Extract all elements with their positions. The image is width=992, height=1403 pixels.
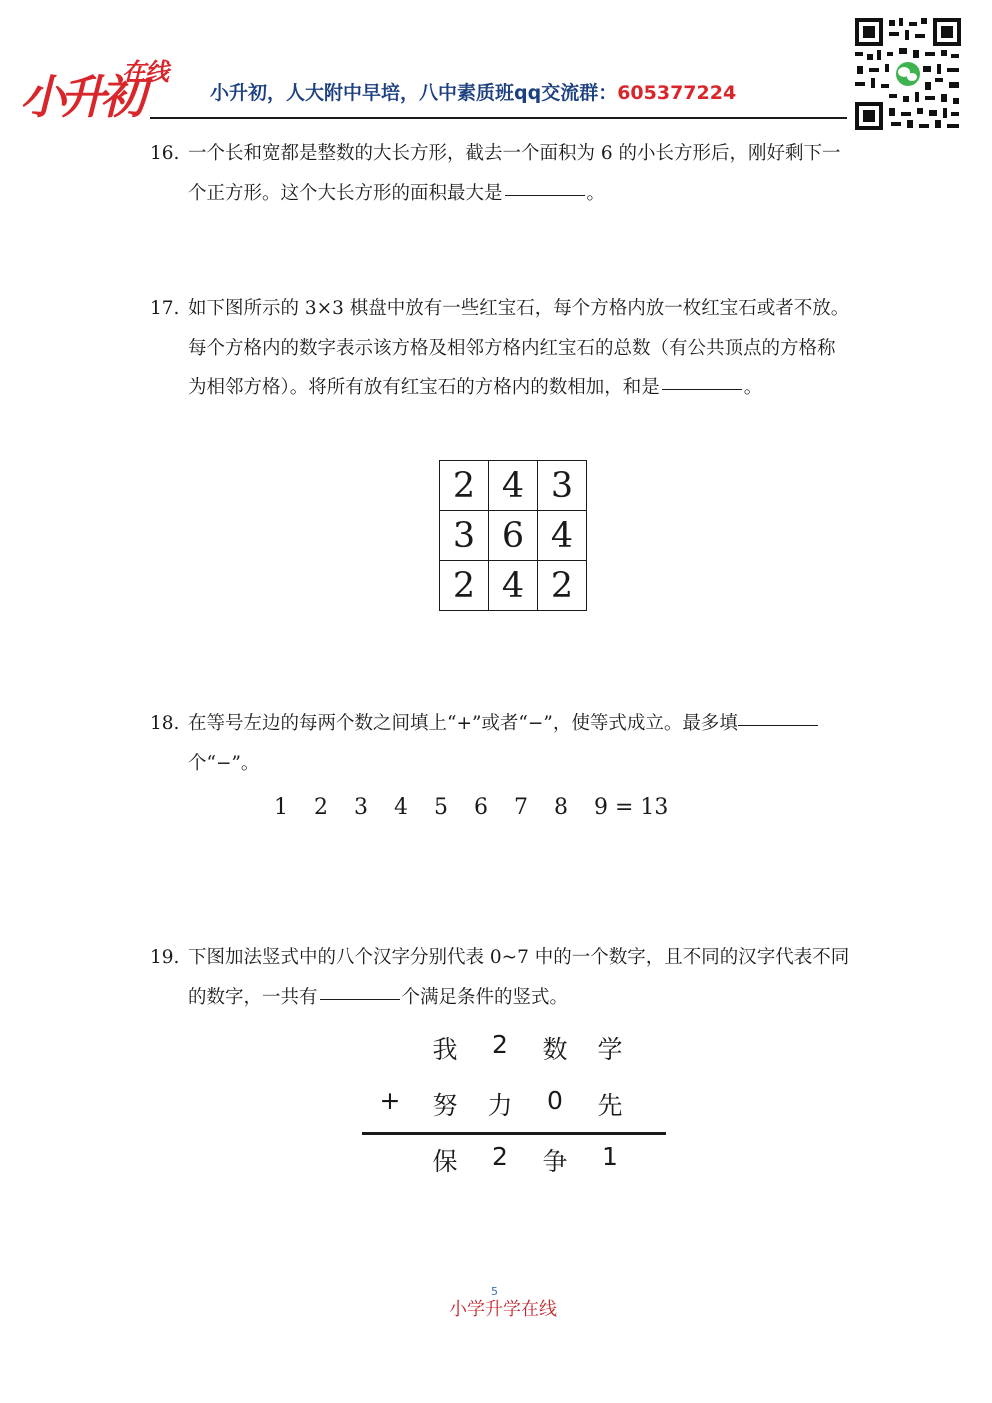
question-text-part-b: 个“−”。 bbox=[188, 752, 260, 774]
question-text bbox=[188, 938, 850, 1017]
question-number: 19. bbox=[150, 947, 180, 968]
header-banner bbox=[210, 78, 736, 105]
sum-char: 2 bbox=[492, 1142, 508, 1171]
header-banner-text: 小升初，人大附中早培，八中素质班qq交流群： bbox=[210, 82, 618, 104]
plus-sign: + bbox=[379, 1086, 401, 1115]
equation-digit: 8 bbox=[554, 795, 568, 820]
question-text-part-a: 如下图所示的 3×3 棋盘中放有一些红宝石，每个方格内放一枚红宝石或者不放。每个方格内的数字表示该方格及相邻方格内红宝石的总数（有公共顶点的方格称为相邻方格）。将所有放有红宝石的方格内的数相加，和是 bbox=[188, 298, 850, 398]
addend-row-2 bbox=[362, 1086, 666, 1126]
sum-char: 争 bbox=[542, 1147, 568, 1176]
sum-char: 保 bbox=[432, 1147, 458, 1176]
page-number: 5 bbox=[491, 1285, 498, 1298]
qq-number: 605377224 bbox=[617, 82, 737, 104]
question-16 bbox=[150, 134, 850, 213]
grid-cell: 4 bbox=[538, 511, 587, 561]
equation-digit: 4 bbox=[394, 795, 408, 820]
answer-blank[interactable] bbox=[505, 194, 585, 196]
question-text-part-b: 。 bbox=[586, 182, 606, 204]
addend-char: 学 bbox=[597, 1035, 623, 1064]
grid-cell: 6 bbox=[489, 511, 538, 561]
grid-cell: 4 bbox=[489, 461, 538, 511]
grid-cell: 3 bbox=[440, 511, 489, 561]
header-divider bbox=[150, 117, 847, 119]
equation-digit: 3 bbox=[354, 795, 368, 820]
addend-row-1 bbox=[362, 1030, 666, 1070]
answer-blank[interactable] bbox=[320, 998, 400, 1000]
logo-main-text: 小升初 bbox=[20, 70, 140, 124]
question-text bbox=[188, 134, 850, 213]
equation bbox=[274, 795, 668, 820]
addend-char: 努 bbox=[432, 1091, 458, 1120]
qr-code-icon bbox=[853, 16, 963, 132]
addend-char: 我 bbox=[432, 1035, 458, 1064]
question-18 bbox=[150, 704, 850, 783]
logo bbox=[10, 22, 170, 124]
footer-site-name: 小学升学在线 bbox=[449, 1299, 557, 1320]
question-text-part-a: 下图加法竖式中的八个汉字分别代表 0~7 中的一个数字，且不同的汉字代表不同的数字，一共有 bbox=[188, 947, 850, 1008]
question-text bbox=[188, 289, 850, 408]
grid-cell: 2 bbox=[440, 461, 489, 511]
addend-char: 2 bbox=[492, 1030, 508, 1059]
equation-digit: 6 bbox=[474, 795, 488, 820]
equation-digit: 7 bbox=[514, 795, 528, 820]
grid-cell: 2 bbox=[440, 561, 489, 611]
logo-zaixian-text: 在线 bbox=[122, 58, 168, 86]
grid-cell: 2 bbox=[538, 561, 587, 611]
sum-char: 1 bbox=[602, 1142, 618, 1171]
sum-row bbox=[362, 1142, 666, 1182]
sum-line bbox=[362, 1132, 666, 1135]
question-text-part-b: 。 bbox=[743, 377, 763, 398]
equation-digit: 5 bbox=[434, 795, 448, 820]
ruby-board-grid bbox=[439, 460, 587, 611]
question-text-part-a: 在等号左边的每两个数之间填上“+”或者“−”，使等式成立。最多填 bbox=[188, 713, 738, 734]
addend-char: 力 bbox=[487, 1091, 513, 1120]
answer-blank[interactable] bbox=[738, 724, 818, 726]
addend-char: 数 bbox=[542, 1035, 568, 1064]
question-number: 18. bbox=[150, 713, 180, 734]
question-text-part-a: 一个长和宽都是整数的大长方形，截去一个面积为 6 的小长方形后，刚好剩下一个正方形。这个大长方形的面积最大是 bbox=[188, 143, 841, 204]
question-number: 17. bbox=[150, 298, 180, 319]
grid-cell: 4 bbox=[489, 561, 538, 611]
question-17 bbox=[150, 289, 850, 408]
equation-digit: 1 bbox=[274, 795, 288, 820]
question-19 bbox=[150, 938, 850, 1017]
question-text bbox=[188, 704, 850, 783]
question-number: 16. bbox=[150, 143, 180, 164]
question-text-part-b: 个满足条件的竖式。 bbox=[401, 986, 569, 1008]
answer-blank[interactable] bbox=[662, 388, 742, 390]
equation-result: 9 = 13 bbox=[594, 795, 669, 820]
addend-char: 先 bbox=[597, 1091, 623, 1120]
addend-char: 0 bbox=[547, 1086, 563, 1115]
grid-cell: 3 bbox=[538, 461, 587, 511]
equation-digit: 2 bbox=[314, 795, 328, 820]
